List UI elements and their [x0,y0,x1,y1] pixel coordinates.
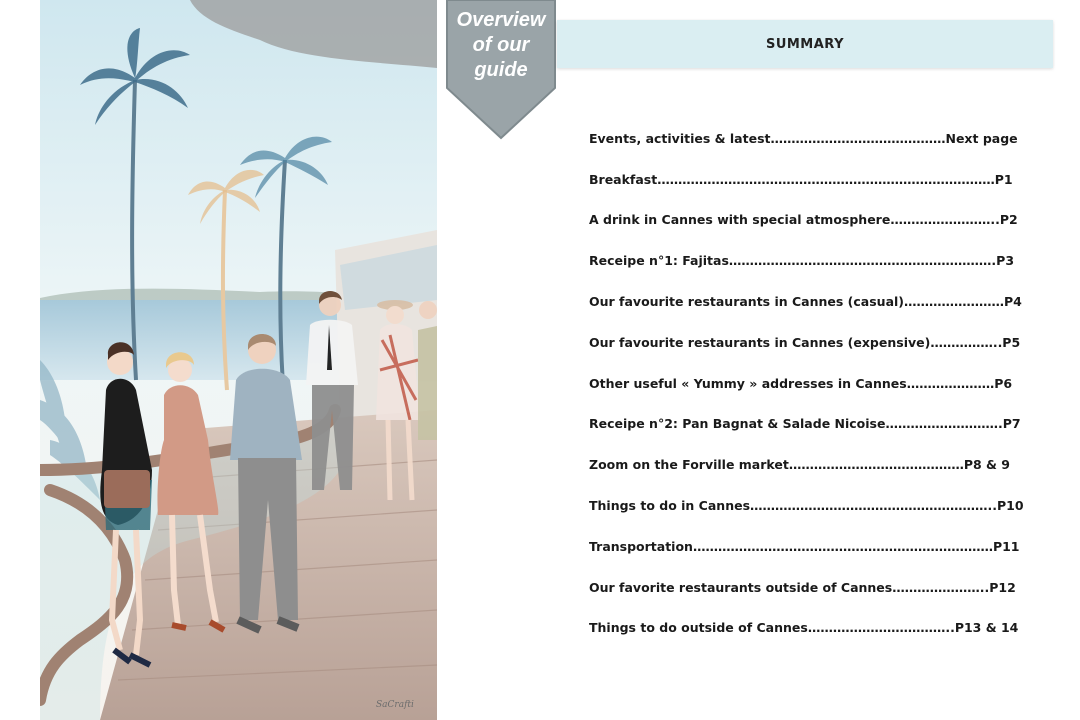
toc-item-restaurants-outside[interactable]: Our favorite restaurants outside of Cannes…………………..P12 [589,579,1016,595]
toc-item-things-outside[interactable]: Things to do outside of Cannes……………………………..P13 & 14 [589,620,1019,636]
artist-signature: SaCrafti [376,700,414,710]
toc-item-restaurants-expensive[interactable]: Our favourite restaurants in Cannes (expensive)……………..P5 [589,334,1021,350]
table-of-contents [589,118,1029,648]
summary-title: SUMMARY [765,36,845,52]
overview-ribbon [446,0,556,140]
toc-item-forville-market[interactable]: Zoom on the Forville market……………………………………P8 & 9 [589,457,1010,473]
cover-illustration [40,0,437,720]
toc-item-recipe-fajitas[interactable]: Receipe n°1: Fajitas……………………………………………………….P3 [589,253,1015,269]
toc-item-drink[interactable]: A drink in Cannes with special atmosphere……………………..P2 [589,212,1018,228]
toc-item-breakfast[interactable]: Breakfast………………………………………………………………………P1 [589,171,1013,187]
ribbon-line-1: Overview [456,9,546,31]
ribbon-label [446,8,556,83]
toc-item-restaurants-casual[interactable]: Our favourite restaurants in Cannes (casual)……………………P4 [589,294,1022,310]
toc-item-things-to-do[interactable]: Things to do in Cannes…………………………………………………..P10 [589,498,1024,514]
summary-header [557,20,1053,68]
toc-item-yummy-addresses[interactable]: Other useful « Yummy » addresses in Cannes…………………P6 [589,375,1013,391]
ribbon-line-3: guide [474,59,528,81]
toc-item-transportation[interactable]: Transportation………………………………………………………………P11 [589,538,1020,554]
toc-item-events[interactable]: Events, activities & latest……………………………………Next page [589,130,1018,146]
ribbon-line-2: of our [472,34,530,56]
toc-item-recipe-pan-bagnat[interactable]: Receipe n°2: Pan Bagnat & Salade Nicoise……………………….P7 [589,416,1021,432]
terrace-party-illustration [40,0,437,720]
